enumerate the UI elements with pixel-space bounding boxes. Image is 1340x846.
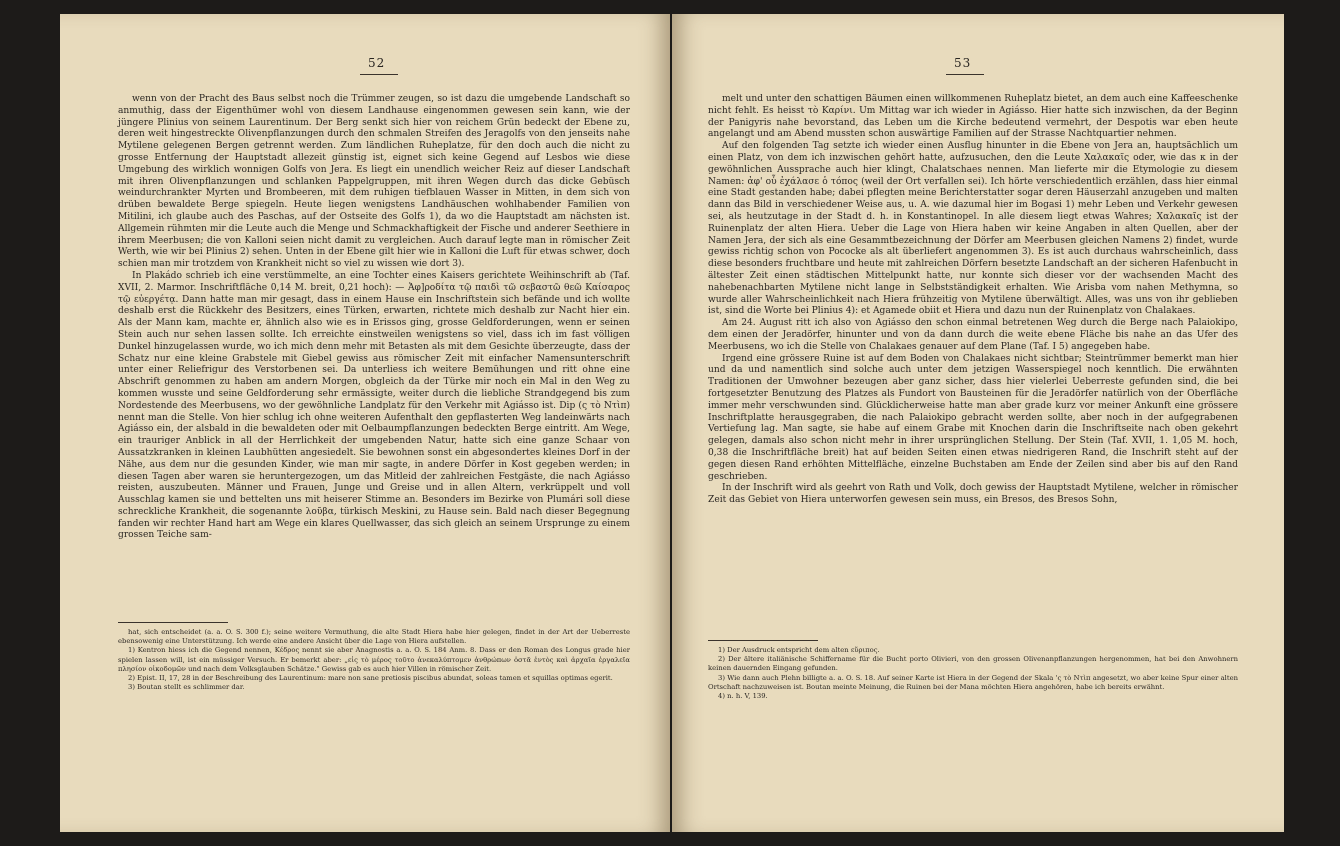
paragraph: wenn von der Pracht des Baus selbst noch die Trümmer zeugen, so ist dazu die umgebende Landschaft so anmuthig, dass der Eigenthümer wohl von diesem Landhause eingenommen gewesen sein kann, wie der jüngere Plinius von seinem Laurentinum. Der Berg senkt sich hier von reichem Grün bedeckt der Ebene zu, deren weit hingestreckte Olivenpflanzungen durch den schmalen Streifen des Jeragolfs von den jenseits nahe Mytilene gelegenen Bergen getrennt werden. Zum ländlichen Ruheplatze, für den doch auch die nicht zu grosse Entfernung der Hauptstadt allezeit günstig ist, eignet sich keine Gegend auf Lesbos wie diese Umgebung des wirklich wonnigen Golfs von Jera. Es liegt ein unendlich weicher Reiz auf dieser Landschaft mit ihren Olivenpflanzungen und schlanken Pappelgruppen, mit ihren Wegen durch das dicke Gebüsch weindurchrankter Myrten und Brombeeren, mit dem ruhigen tiefblauen Wasser in Mitten, in dem sich von drüben bewaldete Berge spiegeln. Heute liegen wenigstens Landhäuschen wohlhabender Familien von Mitilini, ich glaube auch des Paschas, auf der Ostseite des Golfs 1), da wo die Hauptstadt am nächsten ist. Allgemein rühmten mir die Leute auch die Menge und Schmackhaftigkeit der Fische und anderer Seethiere in ihrem Meerbusen; die von Kalloni seien nicht damit zu vergleichen. Auch darauf legte man in römischer Zeit Werth, wie wir bei Plinius 2) sehen. Unten in der Ebene gilt hier wie in Kalloni die Luft für etwas schwer, doch schien man mir trotzdem von Krankheit nicht so viel zu wissen wie dort 3). <box>118 94 630 270</box>
footnote: 3) Boutan stellt es schlimmer dar. <box>128 683 245 692</box>
paragraph: In Plakádo schrieb ich eine verstümmelte, an eine Tochter eines Kaisers gerichtete Weihinschrift ab (Taf. XVII, 2. Marmor. Inschriftfläche 0,14 M. breit, 0,21 hoch): — Ἀφ]ροδίτα τῷ παιδὶ τῶ σεβαστῶ θεῶ Καίσαρος τῷ εὐεργέτᾳ. Dann hatte man mir gesagt, dass in einem Hause ein Inschriftstein sich befände und ich wollte deshalb erst die Rückkehr des Besitzers, eines Türken, erwarten, richtete mich deshalb zur Nacht hier ein. Als der Mann kam, machte er, ähnlich also wie es in Erissos ging, grosse Geldforderungen, wenn er seinen Stein auch nur sehen lassen sollte. Ich erreichte einstweilen wenigstens so viel, dass ich im fast völligen Dunkel hinzugelassen wurde, wo ich mich denn mehr mit Betasten als mit dem Gesichte überzeugte, dass der Schatz nur eine kleine Grabstele mit Giebel gewiss aus römischer Zeit mit einfacher Namensunterschrift unter einer Reliefrigur des Verstorbenen sei. Da unterliess ich weitere Bemühungen und ritt ohne eine Abschrift genommen zu haben am andern Morgen, obgleich da der Türke mir noch ein Mal in den Weg zu kommen wusste und seine Geldforderung sehr ermässigte, weiter durch die liebliche Strandgegend bis zum Nordestende des Meerbusens, wo der gewöhnliche Landplatz für den Verkehr mit Agiásso ist. Dip (ς τὸ Ντὶπ) nennt man die Stelle. Von hier schlug ich ohne weiteren Aufenthalt den gepflasterten Weg landeinwärts nach Agiásso ein, der alsbald in die bewaldeten oder mit Oelbaumpflanzungen bedeckten Berge eintritt. Am Wege, ein trauriger Anblick in all der Herrlichkeit der umgebenden Natur, hatte sich eine ganze Schaar von Aussatzkranken in kleinen Laubhütten angesiedelt. Sie bewohnen sonst ein abgesondertes kleines Dorf in der Nähe, aus dem nur die gesunden Kinder, wie man mir sagte, in andere Dörfer in Kost gegeben werden; in diesen Tagen aber waren sie heruntergezogen, um das Mitleid der zahlreichen Festgäste, die nach Agiásso reisten, auszubeuten. Männer und Frauen, Junge und Greise und in allen Altern, verkrüppelt und voll Ausschlag kamen sie und bettelten uns mit heiserer Stimme an. Besonders im Bezirke von Plumári soll diese schreckliche Krankheit, die sogenannte λοῦβα, türkisch Meskini, zu Hause sein. Bald nach dieser Begegnung fanden wir rechter Hand hart am Wege ein klares Quellwasser, das sich gleich an seinem Ursprunge zu einem grossen Teiche sam- <box>118 270 630 541</box>
body-text <box>118 94 630 542</box>
page-number: 52 <box>368 56 386 70</box>
page-number-rule <box>360 74 398 75</box>
body-text <box>708 94 1238 507</box>
right-page <box>672 14 1284 832</box>
footnote: 2) Epist. II, 17, 28 in der Beschreibung des Laurentinum: mare non sane pretiosis piscibus abundat, soleas tamen et squillas optimas egerit. <box>128 674 613 683</box>
footnote: 2) Der ältere italiänische Schiffername für die Bucht porto Olivieri, von den grossen Olivenanpflanzungen hergenommen, hat bei den Anwohnern keinen dauernden Eingang gefunden. <box>708 655 1238 673</box>
paragraph: melt und unter den schattigen Bäumen einen willkommenen Ruheplatz bietet, an dem auch eine Kaffeeschenke nicht fehlt. Es heisst τὸ Καρίνι. Um Mittag war ich wieder in Agiásso. Hier hatte sich inzwischen, da der Beginn der Panigyris nahe bevorstand, das Leben um die Kirche bedeutend vermehrt, der Despotis war eben heute angelangt und am Abend mussten schon auswärtige Familien auf der Strasse Nachtquartier nehmen. <box>708 94 1238 140</box>
footnote-rule <box>118 622 228 623</box>
page-number: 53 <box>954 56 972 70</box>
footnote: 1) Der Ausdruck entspricht dem alten εὔριπος. <box>718 646 880 654</box>
page-number-rule <box>946 74 984 75</box>
footnote: hat, sich entscheidet (a. a. O. S. 300 f.); seine weitere Vermuthung, die alte Stadt Hiera habe hier gelegen, findet in der Art der Ueberreste ebensowenig eine Unterstützung. Ich werde eine andere Ansicht über die Lage von Hiera aufstellen. <box>118 628 630 646</box>
footnote: 1) Kentron hiess ich die Gegend nennen, Κέδρος nennt sie aber Anagnostis a. a. O. S. 184 Anm. 8. Dass er den Roman des Longus grade hier spielen lassen will, ist ein müssiger Versuch. Er bemerkt aber: „εἰς τὸ μέρος τοῦτο ἀνεκαλύπτομεν ἀνθρώπων ὀστᾶ ἐντὸς καὶ ἀρχαῖα ἐργαλεῖα πλησίον οἰκοδομῶν und nach dem Volksglauben Schätze." Gewiss gab es auch hier Villen in römischer Zeit. <box>118 646 630 673</box>
footnotes <box>708 646 1238 701</box>
footnote-rule <box>708 640 818 641</box>
paragraph: In der Inschrift wird als geehrt von Rath und Volk, doch gewiss der Hauptstadt Mytilene, welcher in römischer Zeit das Gebiet von Hiera unterworfen gewesen sein muss, ein Bresos, des Bresos Sohn, <box>708 483 1238 506</box>
footnotes <box>118 628 630 692</box>
paragraph: Am 24. August ritt ich also von Agiásso den schon einmal betretenen Weg durch die Berge nach Palaiokipo, dem einen der Jeradörfer, hinunter und von da dann durch die weite ebene Fläche bis nahe an das Ufer des Meerbusens, wo ich die Stelle von Chalakaes genauer auf dem Plane (Taf. I 5) angegeben habe. <box>708 318 1238 352</box>
paragraph: Irgend eine grössere Ruine ist auf dem Boden von Chalakaes nicht sichtbar; Steintrümmer bemerkt man hier und da und namentlich sind solche auch unter dem jetzigen Wasserspiegel noch kenntlich. Die erwähnten Traditionen der Umwohner bezeugen aber ganz sicher, dass hier vielerlei Ueberreste gefunden sind, die bei fortgesetzter Benutzung des Platzes als Fundort von Bausteinen für die Jeradörfer natürlich von der Oberfläche immer mehr verschwunden sind. Glücklicherweise hatte man aber grade kurz vor meiner Ankunft eine grössere Inschriftplatte herausgegraben, die nach Palaiokipo gebracht werden sollte, aber noch in der aufgegrabenen Vertiefung lag. Man sagte, sie habe auf einem Grabe mit Knochen darin die Inschriftseite nach oben gekehrt gelegen, damals also schon nicht mehr in ihrer ursprünglichen Stellung. Der Stein (Taf. XVII, 1. 1,05 M. hoch, 0,38 die Inschriftfläche breit) hat auf beiden Seiten einen etwas niedrigeren Rand, die Inschrift steht auf der gegen diesen Rand erhöhten Mittelfläche, einzelne Buchstaben am Ende der Zeilen sind aber bis auf den Rand geschrieben. <box>708 353 1238 482</box>
left-page <box>60 14 670 832</box>
footnote: 3) Wie dann auch Plehn billigte a. a. O. S. 18. Auf seiner Karte ist Hiera in der Gegend der Skala 'ς τὸ Ντὶπ angesetzt, wo aber keine Spur einer alten Ortschaft nachzuweisen ist. Boutan meinte Meinung, die Ruinen bei der Mana möchten Hiera angehören, habe ich bereits erwähnt. <box>708 673 1238 691</box>
footnote: 4) n. h. V, 139. <box>718 692 768 701</box>
paragraph: Auf den folgenden Tag setzte ich wieder einen Ausflug hinunter in die Ebene von Jera an, hauptsächlich um einen Platz, von dem ich inzwischen gehört hatte, aufzusuchen, den die Leute Χαλακαῖς oder, wie das κ in der gewöhnlichen Aussprache auch hier klingt, Chalatschaes nennen. Man lieferte mir die Etymologie zu diesem Namen: ἀφ' οὗ ἐχάλασε ὁ τόπος (weil der Ort verfallen sei). Ich hörte verschiedentlich erzählen, dass hier einmal eine Stadt gestanden habe; dabei pflegten meine Berichterstatter sogar deren Häuserzahl anzugeben und malten dann das Bild in verschiedener Weise aus, u. A. wie dazumal hier im Bogasi 1) mehr Leben und Verkehr gewesen sei, als heutzutage in der Stadt d. h. in Konstantinopel. In alle diesem liegt etwas Wahres; Χαλακαῖς ist der Ruinenplatz der alten Hiera. Ueber die Lage von Hiera haben wir keine Angaben in alten Quellen, aber der Namen Jera, der sich als eine Gesammtbezeichnung der Dörfer am Meerbusen gleichen Namens 2) findet, wurde gewiss richtig schon von Pococke als alt überliefert angenommen 3). Es ist auch durchaus wahrscheinlich, dass diese besonders fruchtbare und heute mit zahlreichen Dörfern besetzte Landschaft an der sicheren Hafenbucht in ältester Zeit einen städtischen Mittelpunkt hatte, nur konnte sich dieser vor der wachsenden Macht des nahebenachbarten Mytilene nicht lange in Selbstständigkeit erhalten. Wie Arisba vom nahen Methymna, so wurde aller Wahrscheinlichkeit nach Hiera frühzeitig von Mytilene überwältigt. Alles, was uns von ihr geblieben ist, sind die Worte bei Plinius 4): et Agamede obiit et Hiera und dazu nun der Ruinenplatz von Chalakaes. <box>708 141 1238 317</box>
